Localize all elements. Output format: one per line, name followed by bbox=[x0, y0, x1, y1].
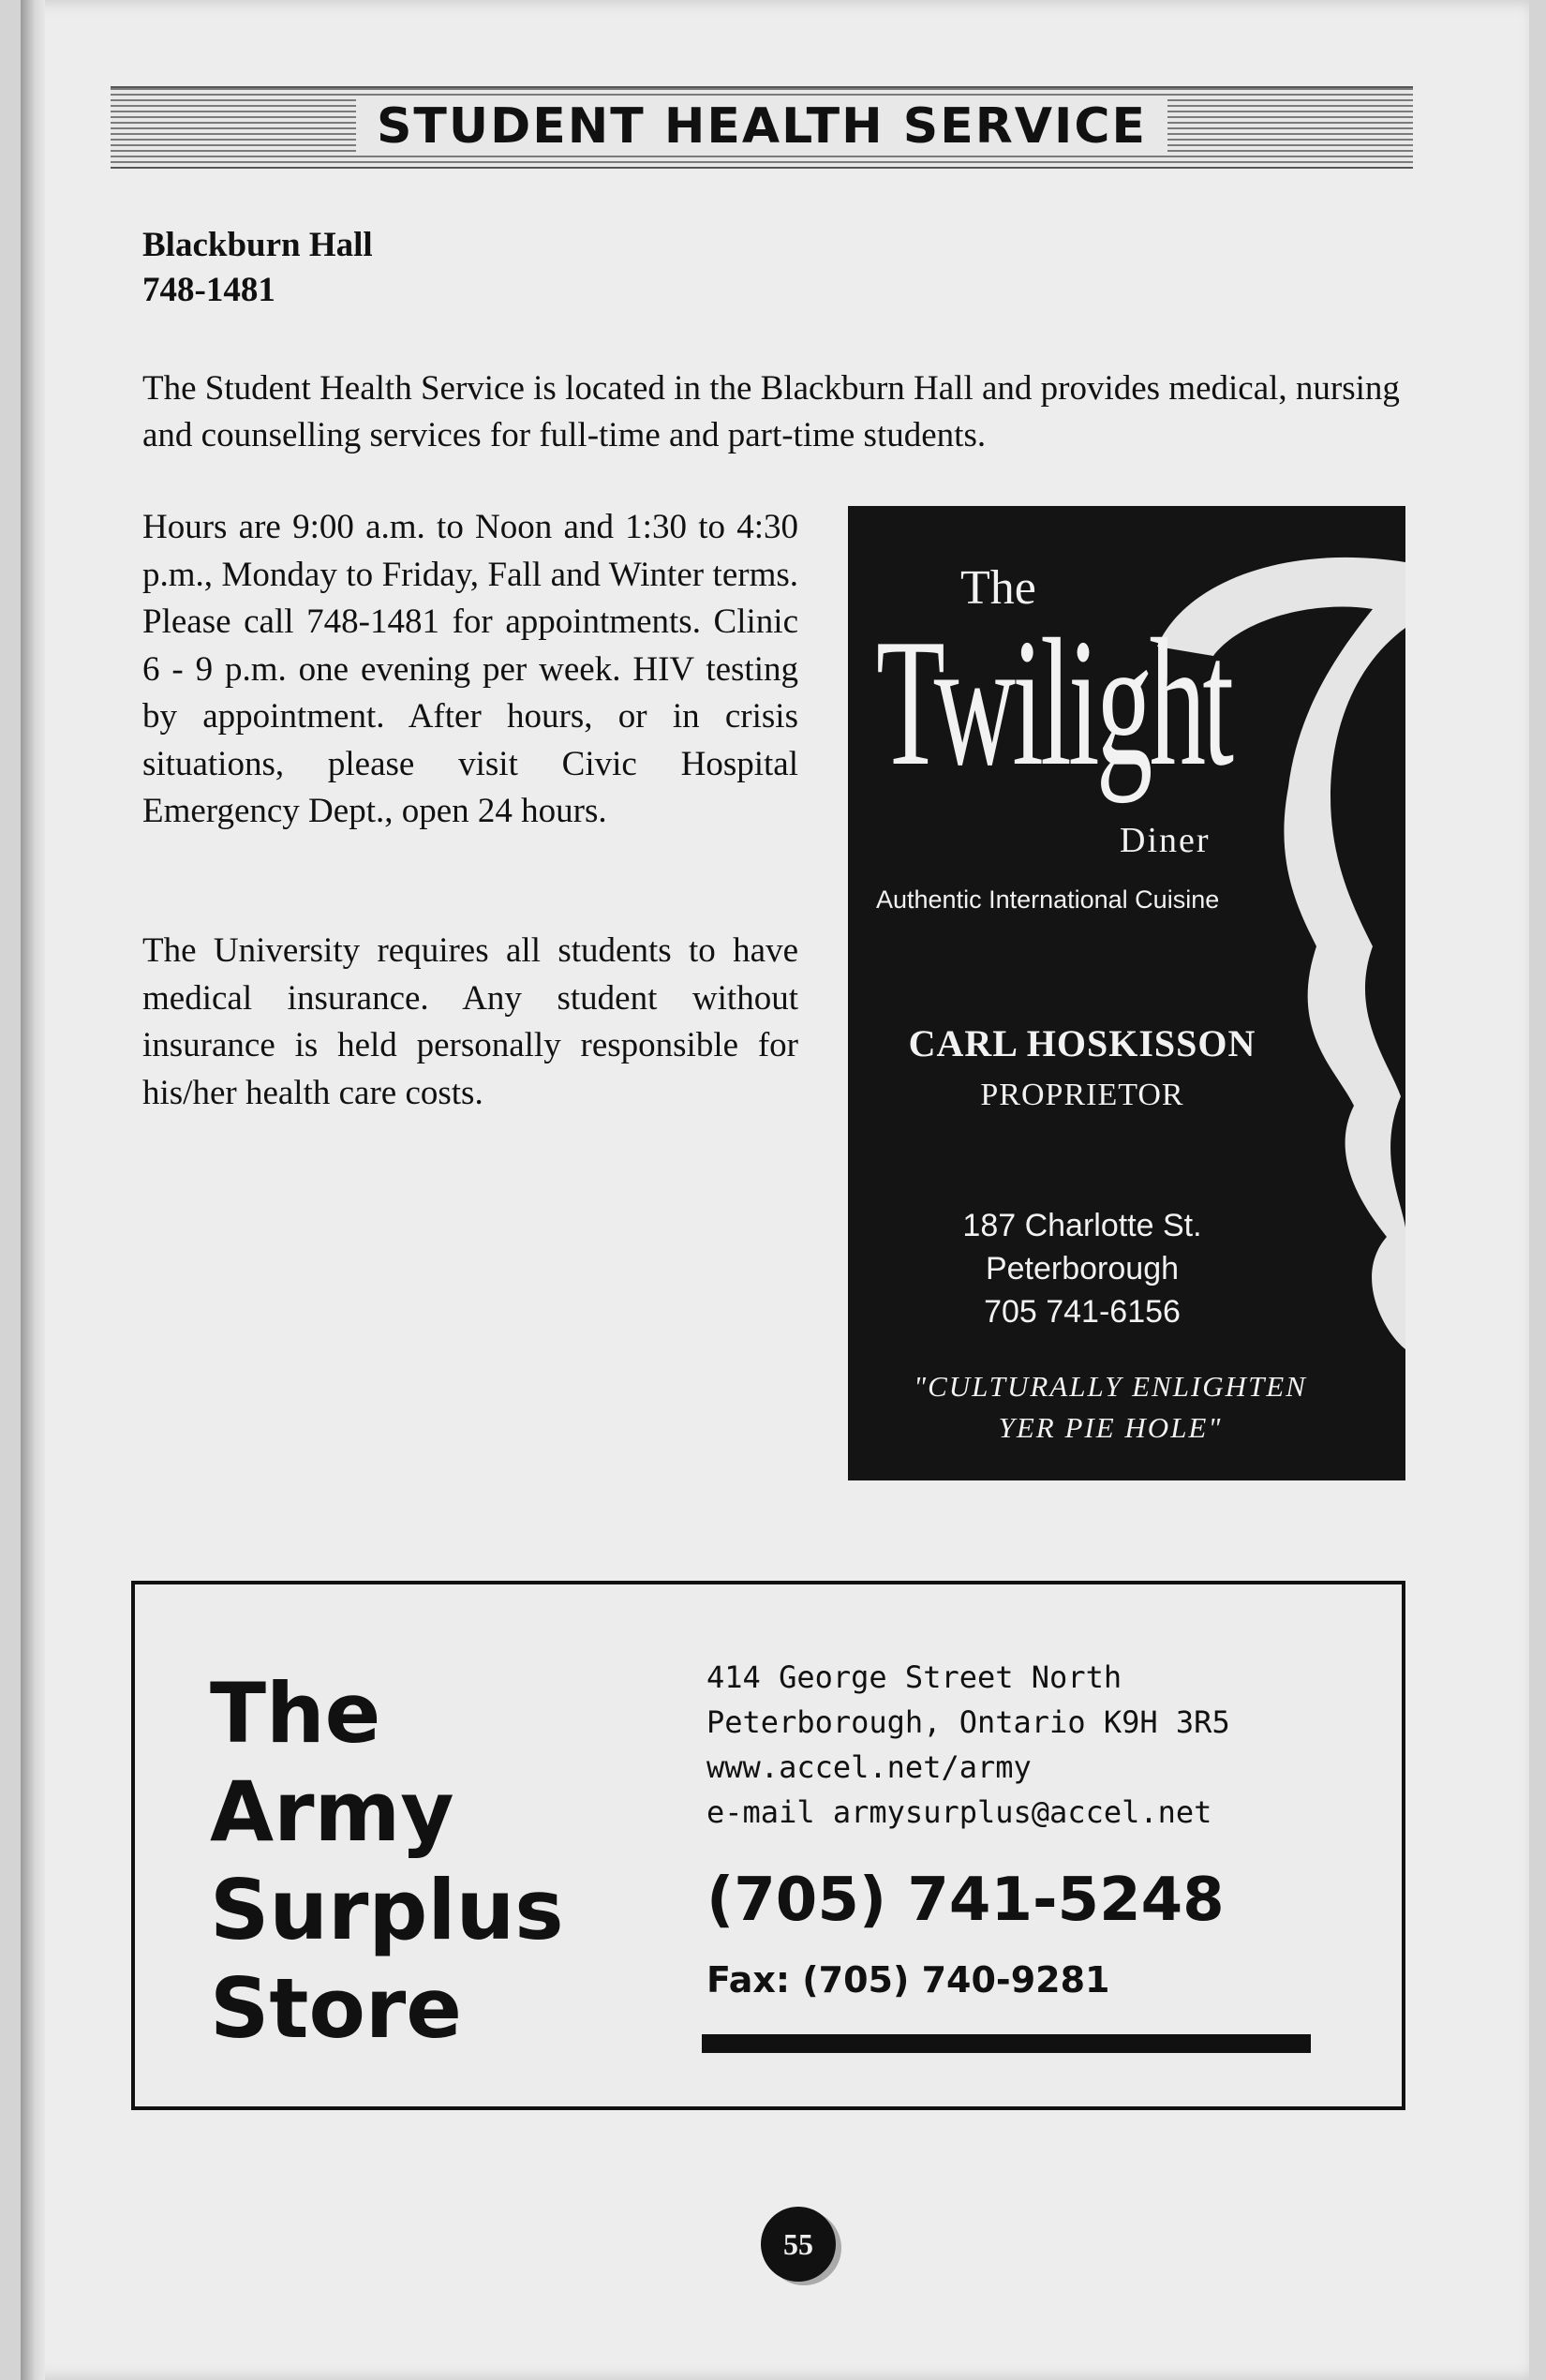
hours-paragraph: Hours are 9:00 a.m. to Noon and 1:30 to 4:30 p.m., Monday to Friday, Fall and Winter terms. Please call 748-1481 for appointments. Clinic 6 - 9 p.m. one evening per week. HIV testing by appointment. After hours, or in crisis situations, please visit Civic Hospital Emergency Dept., open 24 hours. bbox=[142, 508, 798, 830]
twilight-quote-line1: "CULTURALLY ENLIGHTEN bbox=[914, 1370, 1307, 1403]
twilight-logo-name: Twilight bbox=[876, 602, 1231, 804]
army-street: 414 George Street North bbox=[706, 1659, 1122, 1695]
army-contact-info bbox=[706, 1655, 1230, 1835]
army-phone: (705) 741-5248 bbox=[706, 1866, 1225, 1935]
army-fax: Fax: (705) 740-9281 bbox=[706, 1959, 1110, 2001]
army-city: Peterborough, Ontario K9H 3R5 bbox=[706, 1704, 1230, 1740]
location-block bbox=[142, 223, 373, 313]
twilight-address bbox=[848, 1204, 1316, 1333]
army-rule bbox=[702, 2034, 1311, 2053]
army-store-name bbox=[210, 1664, 564, 2058]
page-number: 55 bbox=[761, 2207, 836, 2282]
building-name: Blackburn Hall bbox=[142, 226, 373, 264]
twilight-owner-title: PROPRIETOR bbox=[980, 1078, 1184, 1112]
twilight-quote bbox=[848, 1366, 1373, 1449]
twilight-tagline: Authentic International Cuisine bbox=[876, 885, 1220, 914]
army-email: e-mail armysurplus@accel.net bbox=[706, 1794, 1212, 1830]
twilight-diner-word: Diner bbox=[1120, 821, 1211, 860]
army-name-line: Army bbox=[210, 1763, 454, 1860]
twilight-the: The bbox=[960, 561, 1036, 615]
army-name-line: Surplus bbox=[210, 1862, 564, 1958]
army-website: www.accel.net/army bbox=[706, 1749, 1032, 1785]
army-name-line: Store bbox=[210, 1960, 462, 2057]
twilight-street: 187 Charlotte St. bbox=[962, 1208, 1202, 1243]
section-title: STUDENT HEALTH SERVICE bbox=[356, 98, 1167, 155]
twilight-city: Peterborough bbox=[985, 1251, 1180, 1287]
twilight-phone: 705 741-6156 bbox=[984, 1294, 1181, 1330]
twilight-quote-line2: YER PIE HOLE" bbox=[998, 1411, 1223, 1444]
section-header bbox=[111, 94, 1413, 159]
page-binding-edge bbox=[21, 0, 45, 2380]
army-surplus-ad bbox=[131, 1581, 1405, 2110]
intro-paragraph: The Student Health Service is located in the Blackburn Hall and provides medical, nursing and counselling services for full-time and part-time students. bbox=[142, 369, 1400, 454]
army-name-line: The bbox=[210, 1665, 381, 1762]
twilight-owner: CARL HOSKISSON bbox=[908, 1022, 1256, 1064]
insurance-paragraph: The University requires all students to have medical insurance. Any student without insurance is held personally responsible for his/her health care costs. bbox=[142, 931, 798, 1112]
building-phone: 748-1481 bbox=[142, 271, 275, 309]
twilight-diner-ad bbox=[848, 506, 1405, 1480]
